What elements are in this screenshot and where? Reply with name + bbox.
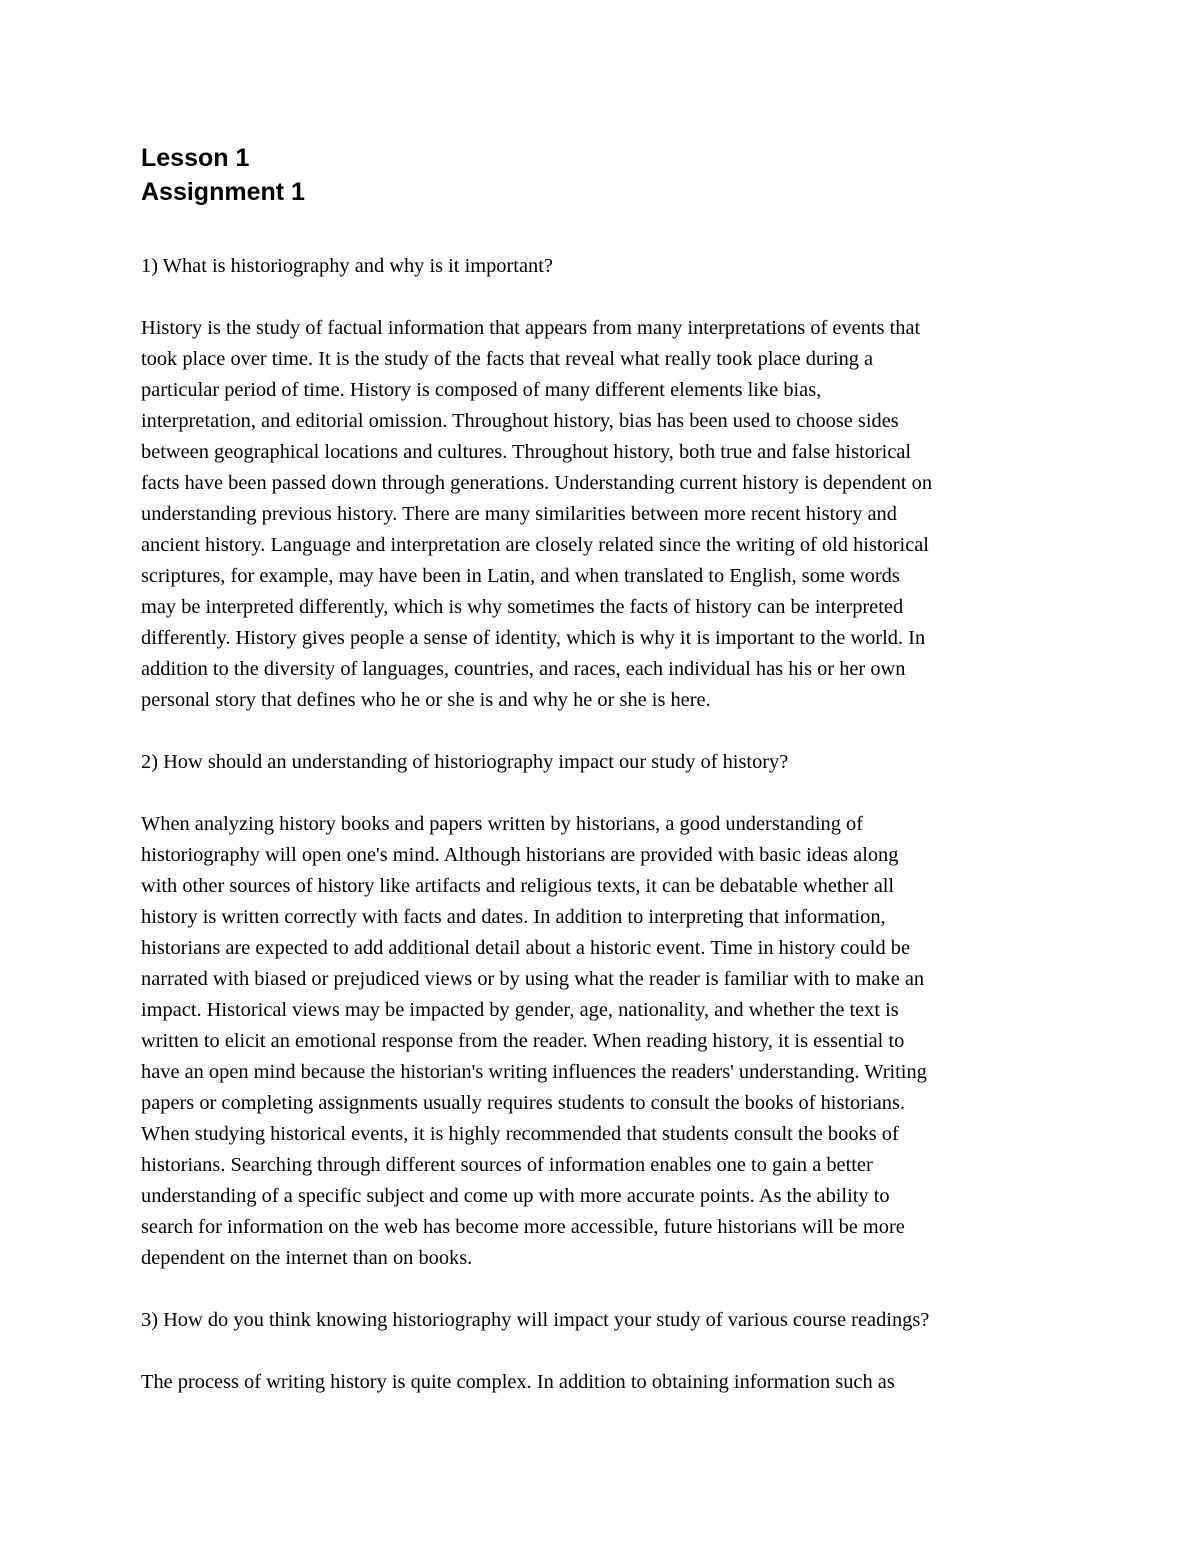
document-content	[141, 141, 1061, 1398]
answer-line: impact. Historical views may be impacted by gender, age, nationality, and whether the text is	[141, 999, 899, 1021]
answer-2	[141, 809, 1061, 1274]
answer-3	[141, 1367, 1061, 1398]
answer-line: written to elicit an emotional response from the reader. When reading history, it is essential to	[141, 1030, 905, 1052]
answer-line: ancient history. Language and interpretation are closely related since the writing of old historical	[141, 534, 929, 556]
answer-1	[141, 313, 1061, 716]
answer-line: dependent on the internet than on books.	[141, 1247, 473, 1269]
assignment-title: Assignment 1	[141, 178, 305, 206]
answer-line: facts have been passed down through generations. Understanding current history is dependent on	[141, 472, 933, 494]
answer-line: historians. Searching through different sources of information enables one to gain a better	[141, 1154, 873, 1176]
question-2: 2) How should an understanding of historiography impact our study of history?	[141, 751, 789, 773]
question-3: 3) How do you think knowing historiography will impact your study of various course readings?	[141, 1309, 930, 1331]
answer-line: scriptures, for example, may have been in Latin, and when translated to English, some words	[141, 565, 900, 587]
lesson-title: Lesson 1	[141, 144, 250, 172]
answer-line: narrated with biased or prejudiced views or by using what the reader is familiar with to make an	[141, 968, 925, 990]
answer-line: When studying historical events, it is highly recommended that students consult the books of	[141, 1123, 899, 1145]
answer-line: understanding previous history. There are many similarities between more recent history and	[141, 503, 897, 525]
answer-line: understanding of a specific subject and come up with more accurate points. As the ability to	[141, 1185, 890, 1207]
answer-line: interpretation, and editorial omission. Throughout history, bias has been used to choose sides	[141, 410, 899, 432]
answer-line: historiography will open one's mind. Although historians are provided with basic ideas along	[141, 844, 899, 866]
answer-line: particular period of time. History is composed of many different elements like bias,	[141, 379, 822, 401]
answer-line: personal story that defines who he or she is and why he or she is here.	[141, 689, 711, 711]
answer-line: search for information on the web has become more accessible, future historians will be more	[141, 1216, 905, 1238]
answer-line: addition to the diversity of languages, countries, and races, each individual has his or her own	[141, 658, 906, 680]
answer-line: between geographical locations and cultures. Throughout history, both true and false historical	[141, 441, 912, 463]
answer-line: historians are expected to add additional detail about a historic event. Time in history could be	[141, 937, 910, 959]
answer-line: papers or completing assignments usually requires students to consult the books of historians.	[141, 1092, 905, 1114]
answer-line: The process of writing history is quite complex. In addition to obtaining information such as	[141, 1371, 895, 1393]
answer-line: history is written correctly with facts and dates. In addition to interpreting that information,	[141, 906, 886, 928]
question-1: 1) What is historiography and why is it important?	[141, 255, 553, 277]
questions-section	[141, 251, 1061, 1398]
answer-line: took place over time. It is the study of the facts that reveal what really took place during a	[141, 348, 874, 370]
answer-line: History is the study of factual information that appears from many interpretations of events that	[141, 317, 921, 339]
answer-line: When analyzing history books and papers written by historians, a good understanding of	[141, 813, 864, 835]
answer-line: differently. History gives people a sense of identity, which is why it is important to the world. In	[141, 627, 926, 649]
answer-line: with other sources of history like artifacts and religious texts, it can be debatable whether all	[141, 875, 895, 897]
answer-line: may be interpreted differently, which is why sometimes the facts of history can be interpreted	[141, 596, 904, 618]
answer-line: have an open mind because the historian's writing influences the readers' understanding. Writing	[141, 1061, 927, 1083]
